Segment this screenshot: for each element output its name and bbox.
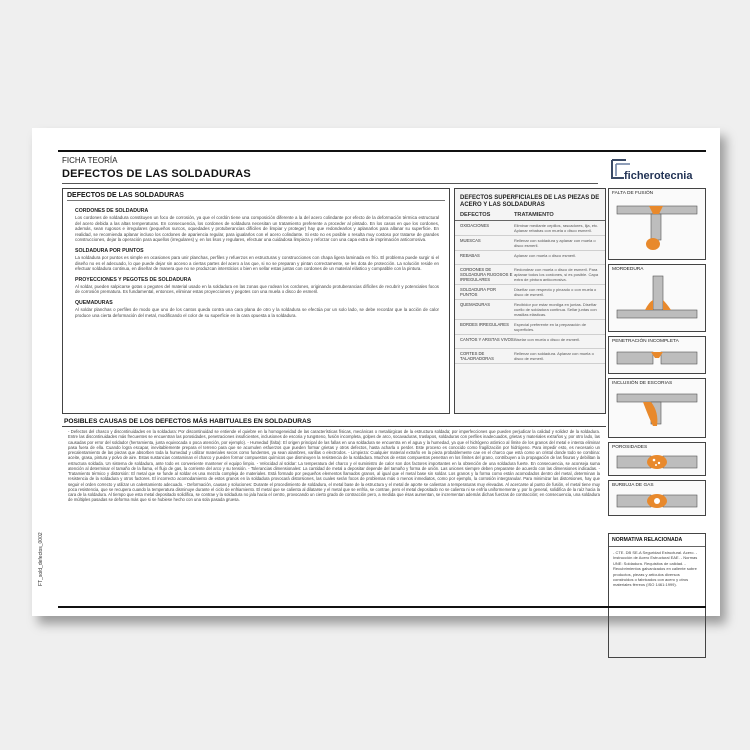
row-defect: MUESCAS xyxy=(460,238,481,243)
row-defect: OXIDACIONES xyxy=(460,223,490,228)
logo-text: ficherotecnia xyxy=(624,170,693,182)
table-header xyxy=(455,212,605,221)
row-treatment: Biselar con muela o disco de esmeril. xyxy=(514,337,581,342)
row-defect: CANTOS Y ARISTAS VIVOS xyxy=(460,337,514,342)
panel-label: PENETRACIÓN INCOMPLETA xyxy=(612,339,679,344)
row-defect: CORDONES DE SOLDADURA RUGOSOS E IRREGULARES xyxy=(460,267,513,282)
document-title: DEFECTOS DE LAS SOLDADURAS xyxy=(62,168,251,180)
panel-porosidades xyxy=(608,442,706,476)
table-row xyxy=(455,265,605,285)
row-treatment: Redondear con muela o disco de esmeril. Para aplanar todos los cordones, si es posible. Capa extra de pintura anticorrosiva. xyxy=(514,267,599,282)
row-treatment: Diseñar con respecto y pinzado o con muela o disco de esmeril. xyxy=(514,287,597,297)
sheet-type-label: FICHA TEORÍA xyxy=(62,156,118,165)
table-row xyxy=(455,236,605,251)
side-code: FT_sold_defectos_0002 xyxy=(38,532,44,586)
weld-diagram-icon xyxy=(609,388,705,436)
row-defect: REBABAS xyxy=(460,253,480,258)
block-heading: QUEMADURAS xyxy=(75,299,113,306)
bottom-rule xyxy=(58,606,706,608)
treatment-table-title: DEFECTOS SUPERFICIALES DE LAS PIEZAS DE ACERO Y LAS SOLDADURAS xyxy=(460,195,600,208)
panel-label: INCLUSIÓN DE ESCORIAS xyxy=(612,381,673,386)
row-treatment: Rellenar con soldadura y aplanar con muela o disco esmeril. xyxy=(514,238,596,248)
normativa-text: - CTE. DB SE-A Seguridad Estructural. Acero. - Instrucción de Acero Estructural EAE. - Normas UNE: Soldadura. Requisitos de calidad. - Recubrimientos galvanizados en caliente sobre productos, piezas y artículos diversos construidos o fabricados con acero y otros materiales férreos (ISO 1461:1999). xyxy=(613,550,698,588)
weld-diagram-icon xyxy=(609,452,705,474)
panel-label: BURBUJA DE GAS xyxy=(612,483,654,488)
defect-illustrations xyxy=(608,188,706,598)
treatment-table xyxy=(454,188,606,414)
row-treatment: Rellenar con soldadura. Aplanar con muela o disco de esmeril. xyxy=(514,351,594,361)
table-row xyxy=(455,320,605,335)
row-defect: BORDES IRREGULARES xyxy=(460,322,509,327)
table-row xyxy=(455,285,605,300)
table-row xyxy=(455,221,605,236)
panel-label: FALTA DE FUSIÓN xyxy=(612,191,654,196)
block-text: Los cordones de soldadura constituyen un foco de corrosión, ya que el cordón tiene una composición diferente a la del acero colindante por efecto de la deformación térmica estructural del acero debida a las altas temperaturas. En consecuencia, los cordones de soldadura necesitan un tratamiento preferente a proceder al pintado. En los casos en que los cordones, además, sean rugosos e irregulares (pequeños surcos, oquedades y protuberancias difíciles de limpiar y proteger) hay que redondearlos y aplanarlos para allanar su superficie. En realidad, se recomienda aplanar incluso los cordones de apariencia regular, para igualarlos con el acero colindante. Si esto no es posible o resulta muy costoso por tratarse de grandes construcciones, dejar la operación para aquellos (irregulares) y, en los lisos y regulares, efectuar una cuidadosa limpieza y reforzar con una capa extra de imprimación anticorrosiva. xyxy=(75,215,439,243)
row-treatment: Aplanar con muela o disco esmeril. xyxy=(514,253,577,258)
block-text: Al soldar, pueden salpicarse gotas o pegotes del material usado en la soldadura en las zonas que rodean los cordones, originando protuberancias difíciles de recubrir y potenciales focos de corrosión prematura. Es fundamental, entonces, eliminar estas proyecciones y pegotes con una muela o disco de esmeril. xyxy=(75,283,439,295)
causes-section xyxy=(62,417,606,599)
panel-falta-de-fusion xyxy=(608,188,706,260)
row-treatment: Especial preferente en la preparación de superficies. xyxy=(514,322,587,332)
panel-inclusion-de-escorias xyxy=(608,378,706,438)
top-rule xyxy=(58,150,706,152)
block-text: Al soldar planchas o perfiles de modo que uno de los cantos queda contra una cara plana de otro y la soldadura se efectúa por un solo lado, se debe recordar que la acción de calor produce una cierta deformación del metal, modificando el color de su superficie en la cara opuesta a la soldadura. xyxy=(75,306,439,318)
panel-burbuja-de-gas xyxy=(608,480,706,516)
normativa-title: NORMATIVA RELACIONADA xyxy=(609,534,705,547)
panel-mordedura xyxy=(608,264,706,332)
document-sheet xyxy=(32,128,720,616)
col-tratamiento: TRATAMIENTO xyxy=(514,212,554,218)
normativa-box xyxy=(608,533,706,658)
table-row xyxy=(455,349,605,364)
defects-section xyxy=(62,188,450,414)
table-row xyxy=(455,251,605,265)
causes-text: - Defectos del chasco y discontinuidades en la soldadura: Por discontinuidad se entiende el quiebre en la homogeneidad de las características físicas, mecánicas o metalúrgicas de la estructura soldada; por imperfecciones que pueden perjudicar la calidad y solidez de la soldadura. Entre las discontinuidades más frecuentes se encuentran las porosidades, penetraciones insuficientes, inclusiones de escoria y tungsteno, fusión incompleta, golpes de arco, socavaduras, traslapos, soldaduras con perfiles inadecuados, grietas y materiales extraños y, por otro lado, las causadas por error del soldador (herramienta, junta equivocada o poca atención, por ejemplo). - Humedad (falta): El origen principal de las fallas en una soldadura se encuentra en el agua y la humedad, ya que el hidrógeno atómico al límite de los granos del metal e intenta eliminar pasa fuera de ella. Cuando logra escapar, inevitablemente prepara el terreno para que se acumulen esfuerzos que pueden formar grietas y otros defectos, hasta acharla o perder. Este proceso es conocido como fragilización por hidrógeno. Para impedir esto, es necesario un precalentamiento de las piezas que absorben toda la humedad y utilizar materiales secos como fundentes, ya sean alambres, varillas o electrodos. - Limpieza: Cualquier material extraño en la pieza probablemente cae en el charco que está como un cristal donde todo se combina: aceite, grasa, pintura y polvo de aire. Estas sustancias contaminan el charco y pueden formar compuestos químicos que disminuyen la resistencia de la soldadura. Muchos de estos compuestos penetran en los límites del grano, contribuyen a la propagación de las fisuras y debilitan la estructura soldada. Un sistema de soldadura, ante todo es conveniente mantener el equipo limpio. - Velocidad al soldar: La temperatura del charco y el suministro de calor son dos factores importantes en la obtención de una soldadura fuerte. En consecuencia, se aconseja suma atención al determinar el tamaño de la llama, el flujo de gas, la corriente del arco y su tensión. - Tolerancias dimensionales: La cantidad de metal a depositar depende del tamaño y forma de unión. Las uniones siempre deben prepararse de acuerdo con las dimensiones indicadas. - Tratamiento térmico y distorsión: El metal que se funde al soldar es una mezcla compleja de materiales. Está formado por pequeños elementos llamados granos, al igual que el metal base sin soldar. Los granos y la forma como están acomodados dentro del metal, determinan la resistencia de la soldadura y otros factores. El incorrecto acomodamiento de estos granos en la soldadura provocará distorsiones, las cuales serán focos de problemas más o menos inmediatos, como por ejemplo, la corrosión intergranular. Para minimizar las distorsiones, hay que seguir el orden correcto y utilizar un calentamiento adecuado. - Deformación, causas y soluciones: Durante el procedimiento de soldadura, el metal base de la estructura y el metal de aporte se calientan a temperaturas muy elevadas. Al acercarse al punto de fusión, el metal tiene muy poca resistencia, que se recupera cuando la temperatura disminuye durante el ciclo de enfriamiento. El metal que se calienta al dilatarse y el metal que se enfría, se contrae, pero el metal depositado no se calienta ni se enfría uniformemente y, por lo general, solidifica de la raíz hacia la cara de la soldadura. Al tiempo que esta metal depositado solidifica, se contrae y la soldadura no jala hacia el centro, provocando un cierto grado de contracción pero, a medida que ésas aumentan, se incrementan además dichas fuerzas de contracción; en consecuencia, una soldadura de múltiples pasadas se deforma más que si se hubiese hecho con una sola pasada gruesa. xyxy=(68,429,600,503)
weld-diagram-icon xyxy=(609,346,705,372)
panel-label: POROSIDADES xyxy=(612,445,648,450)
panel-label: MORDEDURA xyxy=(612,267,644,272)
weld-diagram-icon xyxy=(609,490,705,514)
ficherotecnia-logo xyxy=(610,156,706,186)
col-defectos: DEFECTOS xyxy=(460,212,491,218)
weld-diagram-icon xyxy=(609,198,705,258)
defects-section-title: DEFECTOS DE LAS SOLDADURAS xyxy=(67,192,184,199)
panel-penetracion-incompleta xyxy=(608,336,706,374)
defect-block xyxy=(63,201,449,318)
row-defect: SOLDADURA POR PUNTOS xyxy=(460,287,497,297)
table-row xyxy=(455,335,605,349)
row-treatment: Recibidor por estar mordiga en juntas. Diseñar cuello de soldadura continua. Sellar juntas con masillas elásticas. xyxy=(514,302,597,317)
block-heading: CORDONES DE SOLDADURA xyxy=(75,208,149,214)
row-defect: CORTES DE TALADRADORAS xyxy=(460,351,494,361)
block-text: La soldadura por puntos es simple en ocasiones para unir planchas, perfiles y refuerzos en estructuras y construcciones con chapa ligera laminada en frío. El problema puede surgir si el diseño no es el adecuado, lo que puede dejar sin acceso a ciertas partes del acero a las que, si no se preparan y pintan correctamente, se les dota de protección. La solución reside en efectuar soldadura continua, en diseñar de manera que no se produzcan intersticios o bien en sellar estas juntas con cordones de un material elástico y compatible con la pintura. xyxy=(75,254,439,272)
weld-diagram-icon xyxy=(609,274,705,330)
row-defect: QUEMADURAS xyxy=(460,302,491,307)
block-heading: SOLDADURA POR PUNTOS xyxy=(75,247,144,254)
title-underline xyxy=(62,183,598,184)
table-row xyxy=(455,300,605,320)
block-heading: PROYECCIONES Y PEGOTES DE SOLDADURA xyxy=(75,276,192,283)
causes-section-title: POSIBLES CAUSAS DE LOS DEFECTOS MÁS HABITUALES EN SOLDADURAS xyxy=(64,418,312,425)
row-treatment: Eliminar mediante cepillos, rascadores, lija, etc. Aplanar rebabas con muela o disco esmeril. xyxy=(514,223,599,233)
